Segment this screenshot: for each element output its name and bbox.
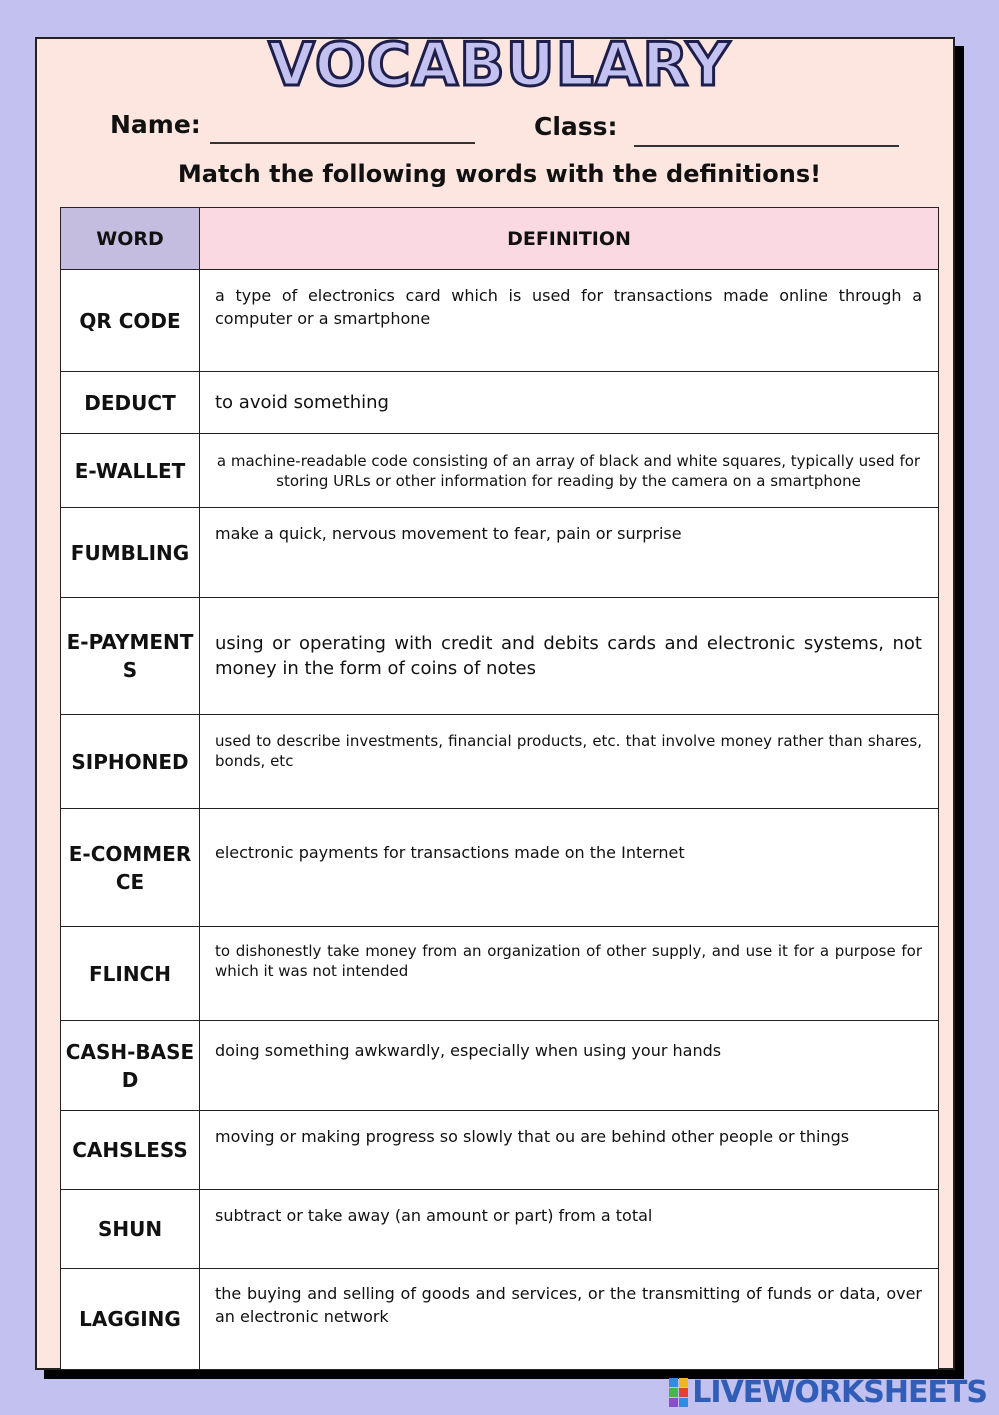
name-label: Name: <box>110 110 201 139</box>
definition-cell: subtract or take away (an amount or part) from a total <box>200 1190 939 1269</box>
page-title: VOCABULARY <box>268 30 731 100</box>
table-row <box>61 270 939 372</box>
word-cell: SHUN <box>61 1190 200 1269</box>
definition-cell: to dishonestly take money from an organization of other supply, and use it for a purpose for which it was not intended <box>200 927 939 1021</box>
table-row <box>61 1269 939 1370</box>
definition-cell: the buying and selling of goods and services, or the transmitting of funds or data, over an electronic network <box>200 1269 939 1370</box>
table-header-row <box>61 208 939 270</box>
word-cell: CASH-BASED <box>61 1021 200 1111</box>
word-cell: E-WALLET <box>61 434 200 508</box>
definition-cell: doing something awkwardly, especially when using your hands <box>200 1021 939 1111</box>
table-row <box>61 598 939 715</box>
table-row <box>61 1190 939 1269</box>
table-row <box>61 715 939 809</box>
definition-cell: make a quick, nervous movement to fear, pain or surprise <box>200 508 939 598</box>
definition-header: DEFINITION <box>200 208 939 270</box>
definition-cell: a machine-readable code consisting of an array of black and white squares, typically used for storing URLs or other information for reading by the camera on a smartphone <box>200 434 939 508</box>
class-input-line[interactable] <box>634 145 899 147</box>
word-cell: FLINCH <box>61 927 200 1021</box>
definition-cell: moving or making progress so slowly that ou are behind other people or things <box>200 1111 939 1190</box>
table-row <box>61 809 939 927</box>
word-cell: DEDUCT <box>61 372 200 434</box>
word-cell: FUMBLING <box>61 508 200 598</box>
table-row <box>61 372 939 434</box>
logo-text: LIVEWORKSHEETS <box>692 1374 987 1410</box>
table-row <box>61 927 939 1021</box>
word-cell: CAHSLESS <box>61 1111 200 1190</box>
definition-cell: electronic payments for transactions made on the Internet <box>200 809 939 927</box>
word-cell: LAGGING <box>61 1269 200 1370</box>
vocabulary-table <box>60 207 939 1370</box>
name-input-line[interactable] <box>210 142 475 144</box>
word-header: WORD <box>61 208 200 270</box>
table-row <box>61 508 939 598</box>
table-row <box>61 1111 939 1190</box>
word-cell: E-PAYMENTS <box>61 598 200 715</box>
definition-cell: using or operating with credit and debits cards and electronic systems, not money in the form of coins of notes <box>200 598 939 715</box>
definition-cell: a type of electronics card which is used for transactions made online through a computer or a smartphone <box>200 270 939 372</box>
liveworksheets-logo[interactable] <box>669 1375 987 1409</box>
word-cell: SIPHONED <box>61 715 200 809</box>
word-cell: QR CODE <box>61 270 200 372</box>
table-row <box>61 434 939 508</box>
table-row <box>61 1021 939 1111</box>
class-label: Class: <box>534 112 618 141</box>
definition-cell: used to describe investments, financial products, etc. that involve money rather than shares, bonds, etc <box>200 715 939 809</box>
logo-icon <box>669 1378 688 1407</box>
word-cell: E-COMMERCE <box>61 809 200 927</box>
instruction: Match the following words with the definitions! <box>177 160 822 188</box>
definition-cell: to avoid something <box>200 372 939 434</box>
